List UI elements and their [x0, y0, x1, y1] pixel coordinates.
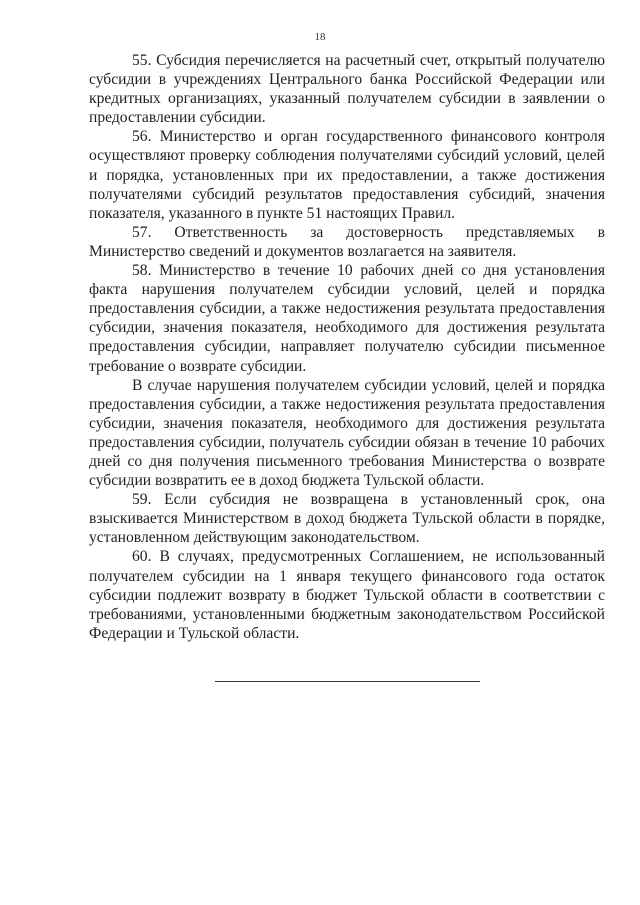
closing-rule-divider: [215, 681, 480, 682]
paragraph-58: 58. Министерство в течение 10 рабочих дней со дня установления факта нарушения получателем субсидии условий, целей и порядка предоставления субсидии, а также недостижения результата предоставления субсидии, значения показателя, необходимого для достижения результата предоставления субсидии, направляет получателю субсидии письменное требование о возврате субсидии.: [89, 262, 605, 375]
document-body: [89, 51, 605, 643]
paragraph-59: 59. Если субсидия не возвращена в установленный срок, она взыскивается Министерством в доход бюджета Тульской области в порядке, установленном действующим законодательством.: [89, 491, 605, 547]
paragraph-57: 57. Ответственность за достоверность представляемых в Министерство сведений и документов возлагается на заявителя.: [89, 223, 605, 260]
paragraph-56: 56. Министерство и орган государственного финансового контроля осуществляют проверку соблюдения получателями субсидий условий, целей и порядка, установленных при их предоставлении, а также достижения получателями субсидий результатов предоставления субсидий, значения показателя, указанного в пункте 51 настоящих Правил.: [89, 128, 605, 222]
page-number: 18: [314, 31, 326, 43]
paragraph-55: 55. Субсидия перечисляется на расчетный счет, открытый получателю субсидии в учреждениях Центрального банка Российской Федерации или кредитных организациях, указанный получателем субсидии в заявлении о предоставлении субсидии.: [89, 52, 605, 127]
paragraph-58-continuation: В случае нарушения получателем субсидии условий, целей и порядка предоставления субсидии, а также недостижения результата предоставления субсидии, значения показателя, необходимого для достижения результата предоставления субсидии, получатель субсидии обязан в течение 10 рабочих дней со дня получения письменного требования Министерства о возврате субсидии возвратить ее в доход бюджета Тульской области.: [89, 376, 605, 490]
paragraph-60: 60. В случаях, предусмотренных Соглашением, не использованный получателем субсидии на 1 января текущего финансового года остаток субсидии подлежит возврату в бюджет Тульской области в соответствии с требованиями, установленными бюджетным законодательством Российской Федерации и Тульской области.: [89, 548, 605, 642]
